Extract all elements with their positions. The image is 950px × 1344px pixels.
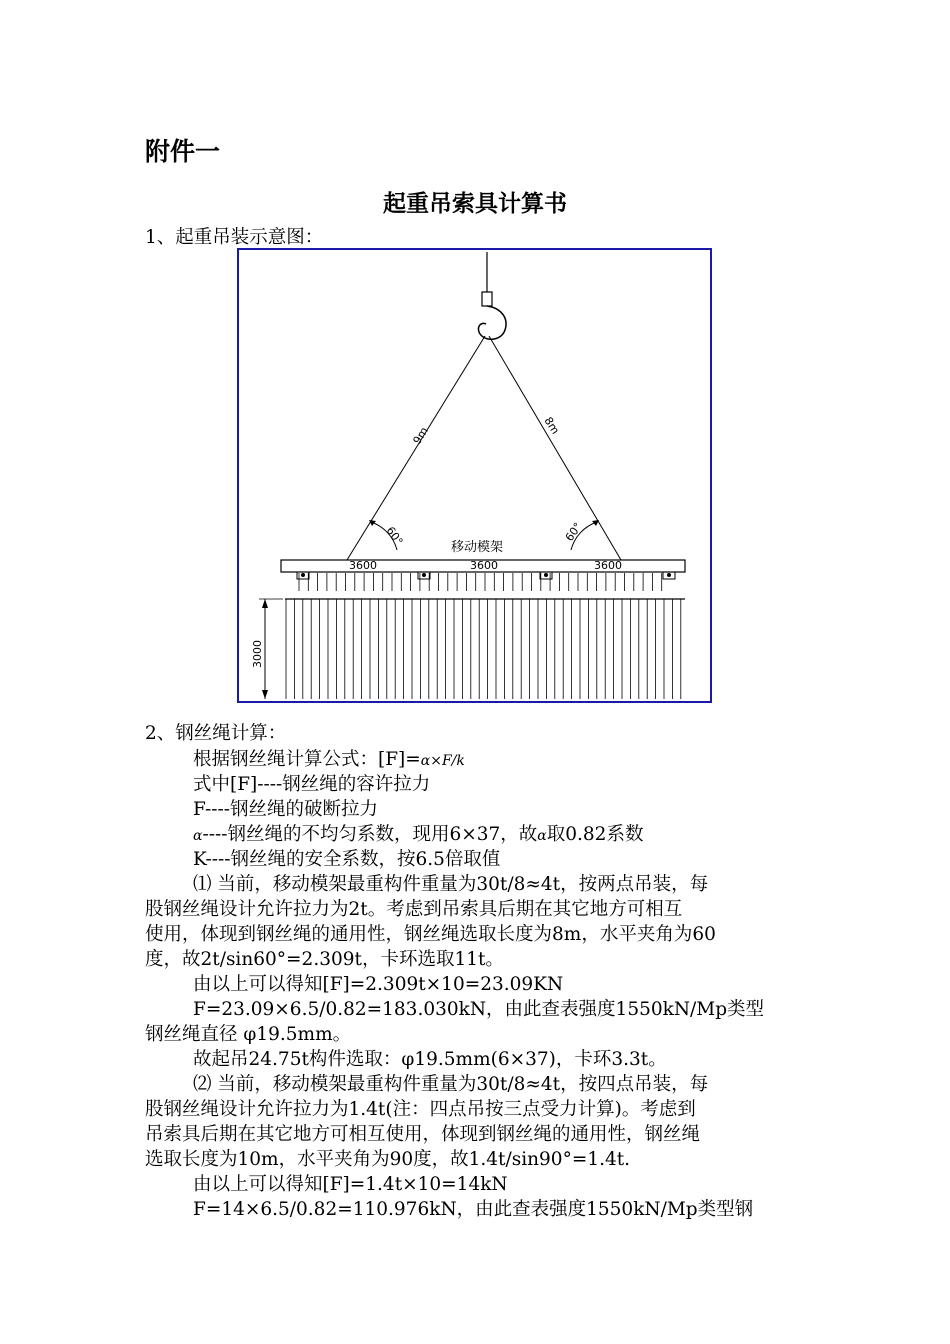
case1-line: 使用，体现到钢丝绳的通用性，钢丝绳选取长度为8m，水平夹角为60	[145, 924, 716, 945]
height-dim-label: 3000	[251, 640, 264, 668]
right-sling-length: 8m	[541, 414, 562, 437]
beam-label: 移动模架	[450, 540, 504, 555]
case2-line: ⑵ 当前，移动模架最重构件重量为30t/8≈4t，按四点吊装，每	[193, 1074, 709, 1095]
formula-expr: α×F/k	[420, 753, 465, 769]
section1-heading: 1、起重吊装示意图：	[145, 227, 324, 248]
left-sling-length: 9m	[410, 424, 431, 447]
def-alpha: α----钢丝绳的不均匀系数，现用6×37，故α取0.82系数	[193, 824, 644, 845]
case1-calc: F=23.09×6.5/0.82=183.030kN，由此查表强度1550kN/Mp类型	[193, 999, 765, 1020]
case1-calc: 钢丝绳直径 φ19.5mm。	[145, 1024, 352, 1045]
case1-line: ⑴ 当前，移动模架最重构件重量为30t/8≈4t，按两点吊装，每	[193, 874, 709, 895]
span-label: 3600	[470, 559, 498, 572]
rebar-cage	[286, 599, 681, 699]
span-label: 3600	[349, 559, 377, 572]
case2-line: 股钢丝绳设计允许拉力为1.4t(注：四点吊按三点受力计算)。考虑到	[145, 1099, 696, 1120]
case2-line: 吊索具后期在其它地方可相互使用，体现到钢丝绳的通用性，钢丝绳	[145, 1124, 701, 1145]
def-breaking: F----钢丝绳的破断拉力	[193, 799, 379, 820]
case1-line: 度，故2t/sin60°=2.309t，卡环选取11t。	[145, 949, 504, 970]
case2-calc: F=14×6.5/0.82=110.976kN，由此查表强度1550kN/Mp类型钢	[193, 1199, 754, 1220]
hanger-bars	[299, 573, 662, 591]
section2-heading: 2、钢丝绳计算：	[145, 723, 287, 744]
right-sling	[489, 336, 621, 560]
case2-calc: 由以上可以得知[F]=1.4t×10=14kN	[193, 1174, 508, 1195]
case1-result: 故起吊24.75t构件选取：φ19.5mm(6×37)，卡环3.3t。	[193, 1049, 667, 1070]
left-angle-label: 60°	[383, 524, 406, 548]
case1-calc: 由以上可以得知[F]=2.309t×10=23.09KN	[193, 974, 564, 995]
annex-label: 附件一	[145, 137, 221, 166]
alpha-symbol: α	[193, 828, 203, 844]
formula-line	[193, 748, 465, 773]
span-label: 3600	[594, 559, 622, 572]
clamp	[663, 572, 675, 579]
left-sling	[347, 336, 485, 560]
def-k: K----钢丝绳的安全系数，按6.5倍取值	[193, 849, 501, 870]
right-angle-label: 60°	[562, 520, 585, 544]
case1-line: 股钢丝绳设计允许拉力为2t。考虑到吊索具后期在其它地方可相互	[145, 899, 683, 920]
formula-prefix: 根据钢丝绳计算公式：[F]=	[193, 749, 421, 770]
hook-icon	[478, 292, 506, 339]
document-title: 起重吊索具计算书	[383, 191, 567, 217]
case2-line: 选取长度为10m，水平夹角为90度，故1.4t/sin90°=1.4t.	[145, 1149, 631, 1170]
lifting-diagram	[237, 248, 712, 703]
def-allowable: 式中[F]----钢丝绳的容许拉力	[193, 774, 431, 795]
